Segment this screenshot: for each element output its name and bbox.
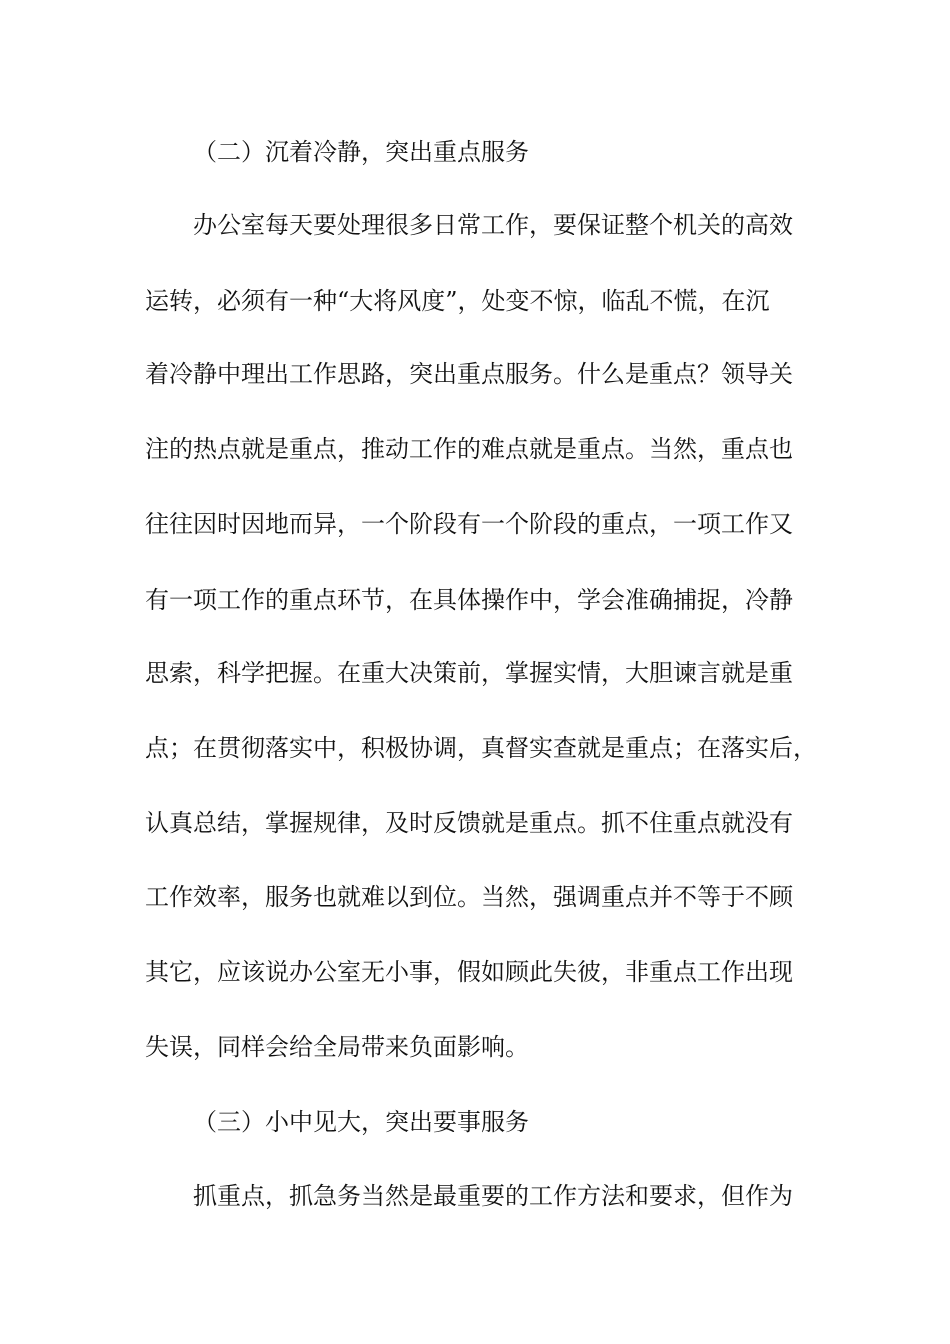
paragraph-line: 着冷静中理出工作思路，突出重点服务。什么是重点？领导关: [145, 360, 793, 388]
paragraph-line: 点；在贯彻落实中，积极协调，真督实查就是重点；在落实后，: [145, 734, 817, 762]
paragraph-line: 其它，应该说办公室无小事，假如顾此失彼，非重点工作出现: [145, 958, 793, 986]
paragraph-line: 抓重点，抓急务当然是最重要的工作方法和要求，但作为: [193, 1182, 793, 1210]
paragraph-line: 注的热点就是重点，推动工作的难点就是重点。当然，重点也: [145, 435, 793, 463]
paragraph-line: 工作效率，服务也就难以到位。当然，强调重点并不等于不顾: [145, 883, 793, 911]
section-heading-3: （三）小中见大，突出要事服务: [193, 1108, 529, 1136]
paragraph-line: 思索，科学把握。在重大决策前，掌握实情，大胆谏言就是重: [145, 659, 793, 687]
paragraph-line: 办公室每天要处理很多日常工作，要保证整个机关的高效: [193, 211, 793, 239]
section-heading-2: （二）沉着冷静，突出重点服务: [193, 138, 529, 166]
paragraph-line: 认真总结，掌握规律，及时反馈就是重点。抓不住重点就没有: [145, 809, 793, 837]
paragraph-line: 失误，同样会给全局带来负面影响。: [145, 1033, 529, 1061]
paragraph-line: 运转，必须有一种“大将风度”，处变不惊，临乱不慌，在沉: [145, 287, 770, 315]
paragraph-line: 往往因时因地而异，一个阶段有一个阶段的重点，一项工作又: [145, 510, 793, 538]
paragraph-line: 有一项工作的重点环节，在具体操作中，学会准确捕捉，冷静: [145, 586, 793, 614]
